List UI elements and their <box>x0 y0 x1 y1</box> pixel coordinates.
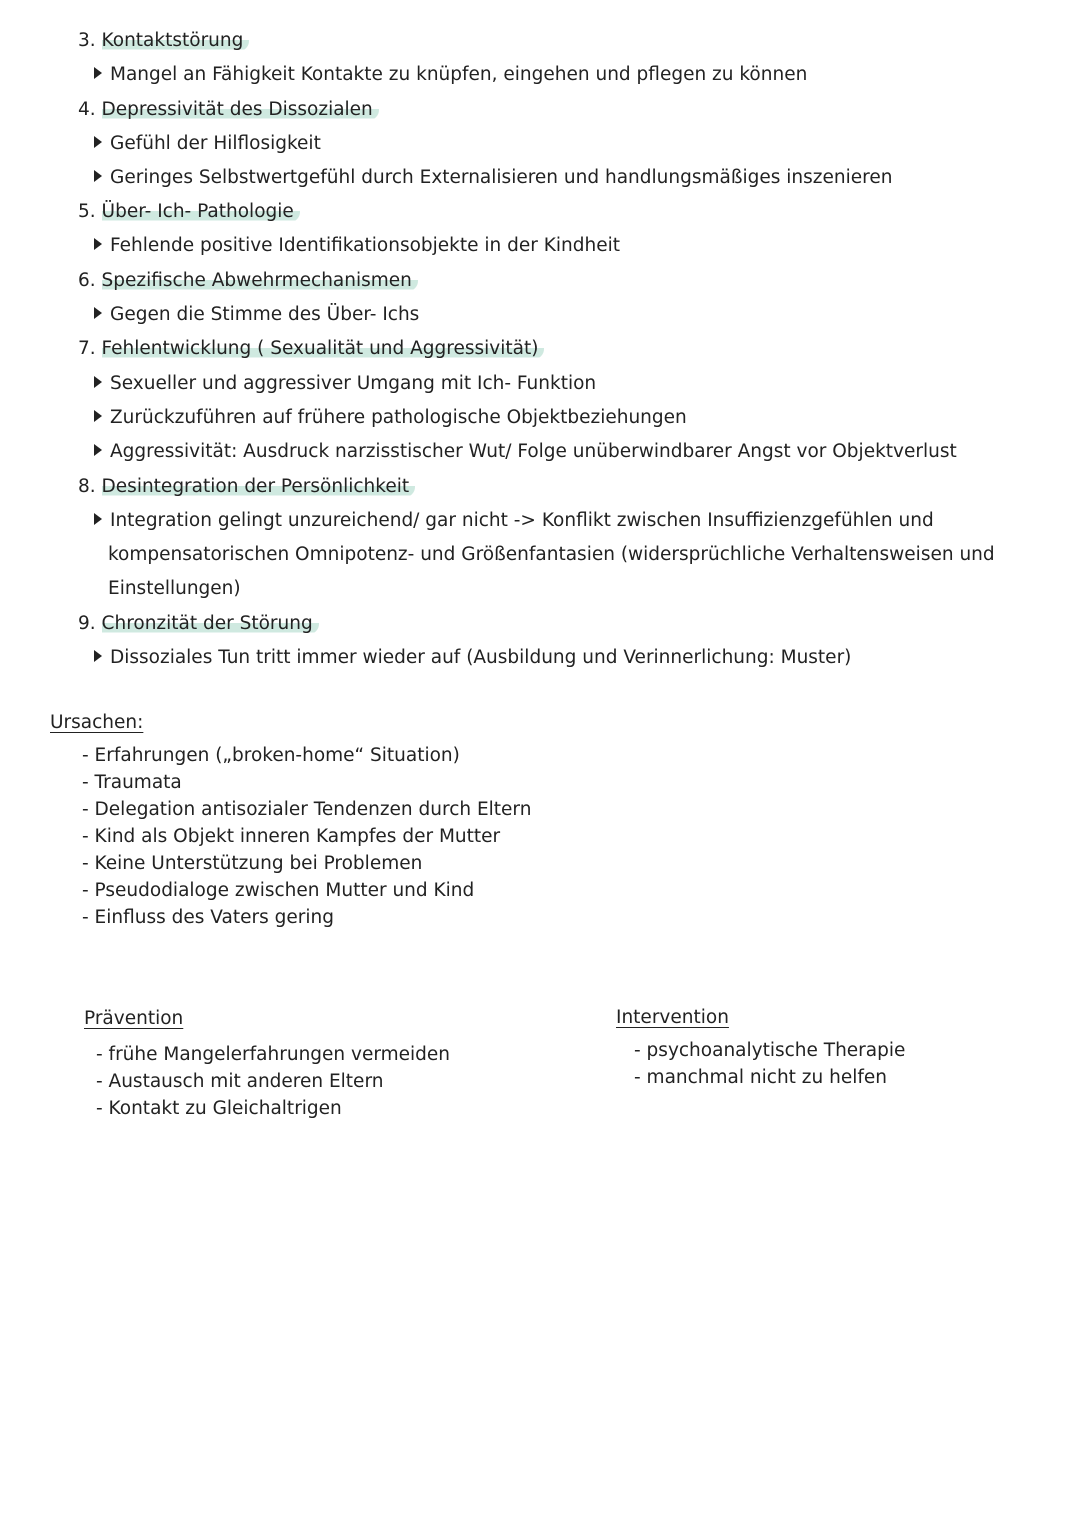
praevention-item: - Kontakt zu Gleichaltrigen <box>96 1098 342 1119</box>
outline-item-6-bullet-1: Gegen die Stimme des Über- Ichs <box>94 298 419 332</box>
outline-item-8-bullet-1-continuation: Einstellungen) <box>108 578 241 599</box>
outline-item-8-bullet-1-continuation: kompensatorischen Omnipotenz- und Größenfantasien (widersprüchliche Verhaltensweisen und <box>108 544 995 565</box>
triangle-bullet-icon <box>94 170 102 182</box>
outline-item-5-title: 5. Über- Ich- Pathologie <box>78 195 300 229</box>
outline-item-3-title: 3. Kontaktstörung <box>78 24 249 58</box>
triangle-bullet-icon <box>94 650 102 662</box>
ursachen-item: - Delegation antisozialer Tendenzen durch Eltern <box>82 799 532 820</box>
praevention-item: - Austausch mit anderen Eltern <box>96 1071 384 1092</box>
outline-item-4-bullet-1: Gefühl der Hilflosigkeit <box>94 127 321 161</box>
outline-item-7-bullet-2: Zurückzuführen auf frühere pathologische Objektbeziehungen <box>94 401 687 435</box>
praevention-item: - frühe Mangelerfahrungen vermeiden <box>96 1044 451 1065</box>
ursachen-item: - Keine Unterstützung bei Problemen <box>82 853 423 874</box>
ursachen-item: - Erfahrungen („broken-home“ Situation) <box>82 745 460 766</box>
ursachen-item: - Einfluss des Vaters gering <box>82 907 334 928</box>
triangle-bullet-icon <box>94 376 102 388</box>
intervention-item: - psychoanalytische Therapie <box>634 1040 906 1061</box>
triangle-bullet-icon <box>94 67 102 79</box>
praevention-heading: Prävention <box>84 1008 184 1029</box>
triangle-bullet-icon <box>94 444 102 456</box>
outline-item-6-title: 6. Spezifische Abwehrmechanismen <box>78 264 418 298</box>
triangle-bullet-icon <box>94 136 102 148</box>
triangle-bullet-icon <box>94 238 102 250</box>
triangle-bullet-icon <box>94 410 102 422</box>
triangle-bullet-icon <box>94 307 102 319</box>
outline-item-7-title: 7. Fehlentwicklung ( Sexualität und Aggressivität) <box>78 332 544 366</box>
triangle-bullet-icon <box>94 513 102 525</box>
outline-item-9-bullet-1: Dissoziales Tun tritt immer wieder auf (Ausbildung und Verinnerlichung: Muster) <box>94 641 851 675</box>
outline-item-8-title: 8. Desintegration der Persönlichkeit <box>78 470 415 504</box>
outline-item-4-bullet-2: Geringes Selbstwertgefühl durch Externalisieren und handlungsmäßiges inszenieren <box>94 161 892 195</box>
outline-item-7-bullet-3: Aggressivität: Ausdruck narzisstischer Wut/ Folge unüberwindbarer Angst vor Objektverlust <box>94 435 957 469</box>
intervention-heading: Intervention <box>616 1007 729 1028</box>
outline-item-9-title: 9. Chronzität der Störung <box>78 607 319 641</box>
ursachen-heading: Ursachen: <box>50 712 144 733</box>
outline-item-7-bullet-1: Sexueller und aggressiver Umgang mit Ich- Funktion <box>94 367 596 401</box>
intervention-item: - manchmal nicht zu helfen <box>634 1067 887 1088</box>
outline-item-5-bullet-1: Fehlende positive Identifikationsobjekte in der Kindheit <box>94 229 620 263</box>
ursachen-item: - Traumata <box>82 772 182 793</box>
ursachen-item: - Kind als Objekt inneren Kampfes der Mutter <box>82 826 501 847</box>
outline-item-4-title: 4. Depressivität des Dissozialen <box>78 93 379 127</box>
outline-item-8-bullet-1: Integration gelingt unzureichend/ gar nicht -> Konflikt zwischen Insuffizienzgefühlen und <box>94 504 934 538</box>
outline-item-3-bullet-1: Mangel an Fähigkeit Kontakte zu knüpfen, eingehen und pflegen zu können <box>94 58 807 92</box>
ursachen-item: - Pseudodialoge zwischen Mutter und Kind <box>82 880 475 901</box>
